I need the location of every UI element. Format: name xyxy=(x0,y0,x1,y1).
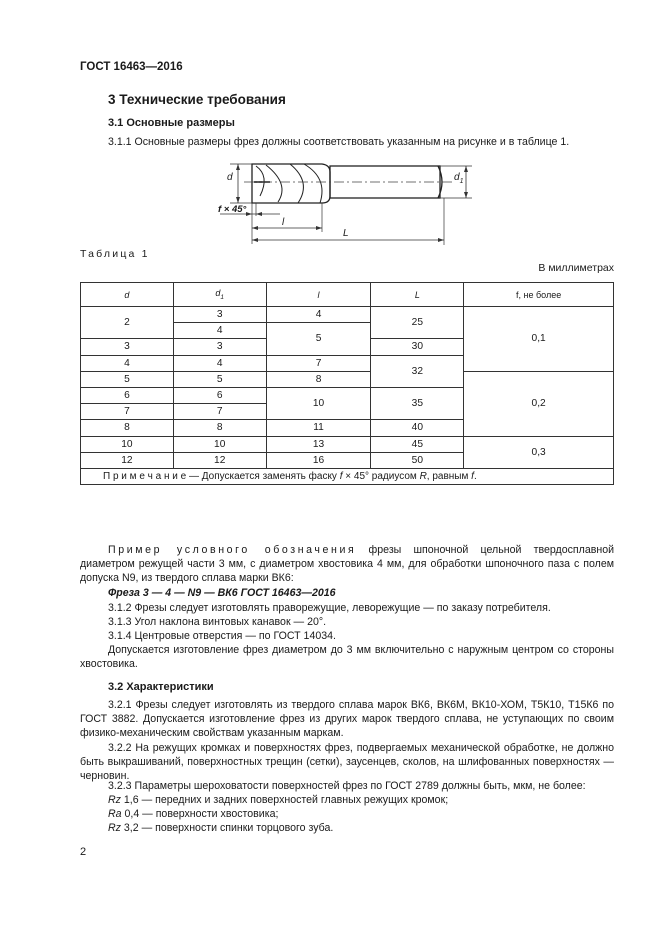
fig-label-d: d xyxy=(227,172,233,183)
cell-l: 10 xyxy=(266,387,371,419)
paragraph-3-2-3: 3.2.3 Параметры шероховатости поверхностей фрез по ГОСТ 2789 должны быть, мкм, не более: xyxy=(108,780,586,792)
page-number: 2 xyxy=(80,846,87,858)
subsection-3-2-title: 3.2 Характеристики xyxy=(108,681,214,693)
paragraph-3-1-3: 3.1.3 Угол наклона винтовых канавок — 20°. xyxy=(108,616,327,628)
cell-L: 35 xyxy=(371,387,464,419)
table-header-row xyxy=(81,283,614,307)
fig-label-d1: $d_1$ xyxy=(454,172,464,185)
cell-l: 11 xyxy=(266,420,371,436)
cell-l: 13 xyxy=(266,436,371,452)
paragraph-3-1-1: 3.1.1 Основные размеры фрез должны соответствовать указанным на рисунке и в таблице 1. xyxy=(108,136,570,148)
cell-l: 5 xyxy=(266,323,371,355)
fig-label-l: l xyxy=(282,217,285,228)
cell-L: 30 xyxy=(371,339,464,355)
cell-L: 25 xyxy=(371,307,464,339)
cell-f: 0,3 xyxy=(464,436,614,468)
section-title: 3 Технические требования xyxy=(108,92,286,107)
cell-d1: 3 xyxy=(173,339,266,355)
table-row xyxy=(81,371,614,387)
header-L: L xyxy=(371,283,464,307)
cell-d1: 4 xyxy=(173,323,266,339)
cell-d1: 5 xyxy=(173,371,266,387)
fig-label-L: L xyxy=(343,228,349,239)
header-f: f, не более xyxy=(464,283,614,307)
table-row xyxy=(81,436,614,452)
cell-d: 2 xyxy=(81,307,174,339)
cell-d1: 4 xyxy=(173,355,266,371)
cell-d1: 7 xyxy=(173,404,266,420)
fig-label-f45: f × 45° xyxy=(218,204,247,215)
cell-d: 12 xyxy=(81,452,174,468)
cell-l: 7 xyxy=(266,355,371,371)
cell-d: 4 xyxy=(81,355,174,371)
paragraph-3-2-1: 3.2.1 Фрезы следует изготовлять из твердого сплава марок ВК6, ВК6М, ВК10-ХОМ, Т5К10, Т15К6 по ГОСТ 3882. Допускается изготовление фрез из других марок твердого сплава, не уступающих по своим физико-механическим свойствам указанным маркам. xyxy=(80,699,614,740)
subsection-title: 3.1 Основные размеры xyxy=(108,117,235,129)
roughness-item: Ra 0,4 — поверхности хвостовика; xyxy=(108,808,279,820)
cell-f: 0,1 xyxy=(464,307,614,372)
cell-L: 32 xyxy=(371,355,464,387)
cell-d: 5 xyxy=(81,371,174,387)
table-unit: В миллиметрах xyxy=(538,262,614,274)
example-designation: Фреза 3 — 4 — N9 — ВК6 ГОСТ 16463—2016 xyxy=(108,587,336,599)
cell-d: 8 xyxy=(81,420,174,436)
table-caption: Таблица 1 xyxy=(80,248,150,260)
cell-d: 6 xyxy=(81,387,174,403)
example-paragraph: Пример условного обозначения фрезы шпоночной цельной твердосплавной диаметром режущей части 3 мм, с диаметром хвостовика 4 мм, для обработки шпоночного паза с полем допуска N9, из твердого сплава марки ВК6: xyxy=(80,544,614,585)
roughness-item: Rz 3,2 — поверхности спинки торцового зуба. xyxy=(108,822,334,834)
cell-L: 45 xyxy=(371,436,464,452)
standard-header: ГОСТ 16463—2016 xyxy=(80,61,183,73)
cell-l: 16 xyxy=(266,452,371,468)
header-l: l xyxy=(266,283,371,307)
header-d1: $d_1$ xyxy=(173,283,266,307)
cell-f: 0,2 xyxy=(464,371,614,436)
dimensions-table xyxy=(80,282,614,485)
table-note: П р и м е ч а н и е — Допускается заменять фаску f × 45° радиусом R, равным f. xyxy=(81,468,614,484)
table-row xyxy=(81,307,614,323)
cell-d1: 6 xyxy=(173,387,266,403)
paragraph-3-1-4: 3.1.4 Центровые отверстия — по ГОСТ 14034. xyxy=(108,630,336,642)
cell-d1: 8 xyxy=(173,420,266,436)
cell-d1: 12 xyxy=(173,452,266,468)
cell-d: 7 xyxy=(81,404,174,420)
table-note-row xyxy=(81,468,614,484)
roughness-item: Rz 1,6 — передних и задних поверхностей главных режущих кромок; xyxy=(108,794,449,806)
cell-d: 3 xyxy=(81,339,174,355)
cell-l: 8 xyxy=(266,371,371,387)
paragraph-3-1-2: 3.1.2 Фрезы следует изготовлять праворежущие, леворежущие — по заказу потребителя. xyxy=(108,602,551,614)
cell-d1: 3 xyxy=(173,307,266,323)
cell-d: 10 xyxy=(81,436,174,452)
cell-L: 50 xyxy=(371,452,464,468)
header-d: d xyxy=(81,283,174,307)
paragraph-3-2-2: 3.2.2 На режущих кромках и поверхностях фрез, подвергаемых механической обработке, не должно быть выкрашиваний, поверхностных трещин (сетки), заусенцев, сколов, на шлифованных поверхностях — черновин. xyxy=(80,742,614,783)
paragraph-allow: Допускается изготовление фрез диаметром до 3 мм включительно с наружным центром со стороны хвостовика. xyxy=(80,644,614,671)
cell-l: 4 xyxy=(266,307,371,323)
cell-L: 40 xyxy=(371,420,464,436)
cell-d1: 10 xyxy=(173,436,266,452)
